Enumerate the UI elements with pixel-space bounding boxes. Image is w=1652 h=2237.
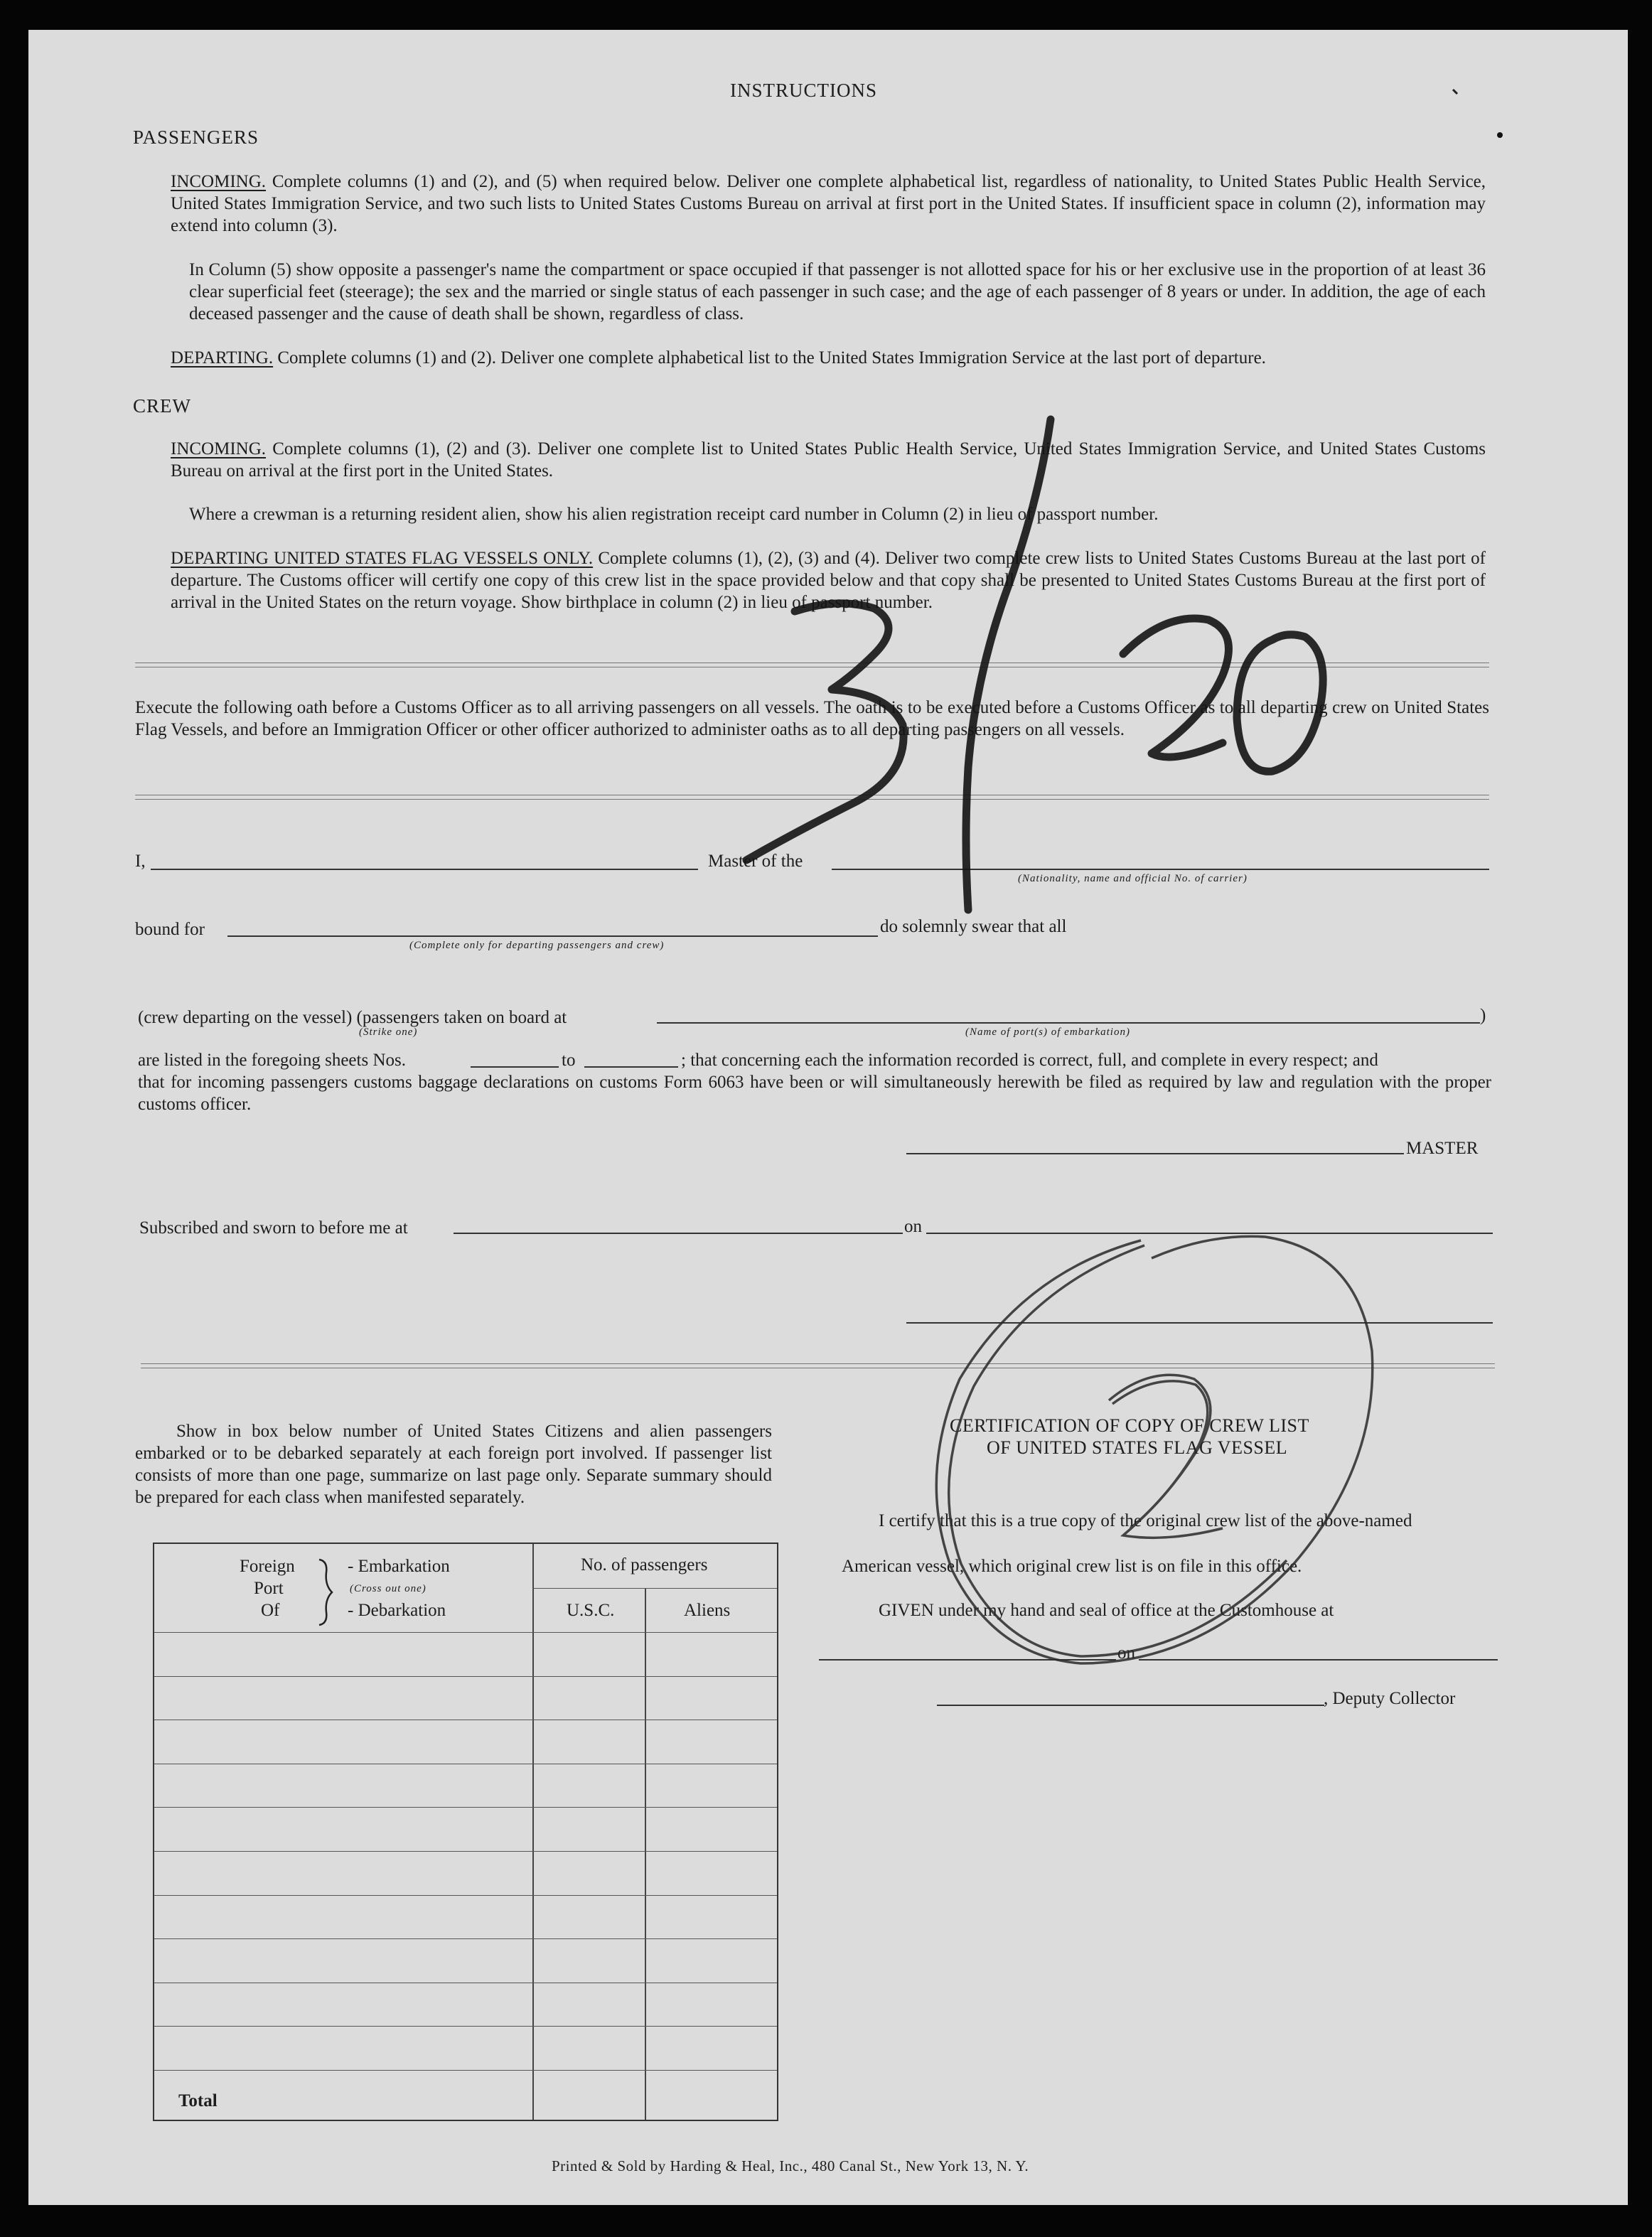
passengers-incoming-label: INCOMING. bbox=[171, 172, 267, 191]
listed-text-c: that for incoming passengers customs baggage declarations on customs Form 6063 have been or will simultaneously herewith be filed as required by law and regulation with the proper customs officer. bbox=[138, 1073, 1491, 1114]
cross-out-hint: (Cross out one) bbox=[350, 1583, 427, 1594]
oath-i-label: I, bbox=[135, 852, 146, 871]
col-port: Port bbox=[254, 1579, 284, 1598]
debarkation-label: - Debarkation bbox=[348, 1601, 446, 1620]
col-of: Of bbox=[261, 1601, 280, 1620]
close-paren: ) bbox=[1480, 1006, 1486, 1025]
table-row[interactable] bbox=[154, 1851, 777, 1852]
passenger-summary-table bbox=[153, 1543, 778, 2121]
table-row[interactable] bbox=[154, 1807, 777, 1808]
passengers-incoming-text: Complete columns (1) and (2), and (5) when required below. Deliver one complete alphabetical list, regardless of nationality, to United States Public Health Service, United States Immigration Service, and two such lists to United States Customs Bureau on arrival at first port in the United States. If insufficient space in column (2), information may extend into column (3). bbox=[171, 172, 1486, 235]
listed-text-a: are listed in the foregoing sheets Nos. bbox=[138, 1051, 406, 1070]
master-label: MASTER bbox=[1406, 1139, 1479, 1158]
usc-header: U.S.C. bbox=[567, 1601, 615, 1620]
table-row[interactable] bbox=[154, 1938, 777, 1939]
section-divider bbox=[135, 795, 1489, 800]
bound-for-line[interactable] bbox=[227, 935, 878, 937]
aliens-header: Aliens bbox=[684, 1601, 731, 1620]
sheet-from-line[interactable] bbox=[471, 1066, 559, 1068]
header-divider bbox=[532, 1588, 777, 1589]
passengers-departing-text: Complete columns (1) and (2). Deliver one complete alphabetical list to the United States Immigration Service at the last port of departure. bbox=[277, 348, 1266, 368]
certify-text: I certify that this is a true copy of the original crew list of the above-named bbox=[879, 1511, 1412, 1530]
deputy-signature-line[interactable] bbox=[937, 1705, 1324, 1706]
carrier-line[interactable] bbox=[832, 869, 1489, 870]
american-vessel-text: American vessel, which original crew list is on file in this office. bbox=[842, 1557, 1302, 1576]
customhouse-line[interactable] bbox=[819, 1659, 1116, 1661]
crew-incoming-label: INCOMING. bbox=[171, 439, 267, 458]
crew-heading: CREW bbox=[133, 395, 191, 417]
column-divider bbox=[645, 1588, 646, 2120]
crew-departing-option: (crew departing on the vessel) (passengers taken on board at bbox=[138, 1008, 567, 1027]
passengers-incoming-instruction bbox=[171, 171, 1486, 237]
passengers-heading: PASSENGERS bbox=[133, 127, 259, 148]
officer-signature-line[interactable] bbox=[906, 1322, 1493, 1324]
table-row[interactable] bbox=[154, 2070, 777, 2071]
bound-hint: (Complete only for departing passengers and crew) bbox=[409, 940, 665, 951]
master-signature-line[interactable] bbox=[906, 1153, 1404, 1154]
strike-one-hint: (Strike one) bbox=[359, 1026, 418, 1038]
no-passengers-header: No. of passengers bbox=[581, 1555, 708, 1575]
table-row[interactable] bbox=[154, 2026, 777, 2027]
ports-line[interactable] bbox=[657, 1022, 1480, 1024]
certification-title-1: CERTIFICATION OF COPY OF CREW LIST bbox=[950, 1415, 1309, 1436]
subscribed-label: Subscribed and sworn to before me at bbox=[139, 1218, 408, 1238]
table-row[interactable] bbox=[154, 1895, 777, 1896]
printer-footer: Printed & Sold by Harding & Heal, Inc., 480 Canal St., New York 13, N. Y. bbox=[552, 2157, 1029, 2174]
master-name-line[interactable] bbox=[151, 869, 698, 870]
subscribed-date-line[interactable] bbox=[926, 1233, 1493, 1234]
section-divider bbox=[141, 1363, 1495, 1368]
sheet-to-line[interactable] bbox=[584, 1066, 678, 1068]
passengers-column5-instruction: In Column (5) show opposite a passenger's name the compartment or space occupied if that passenger is not allotted space for his or her exclusive use in the proportion of at least 36 clear superficial feet (steerage); the sex and the married or single status of each passenger in such case; and the age of each passenger of 8 years or under. In addition, the age of each deceased passenger and the cause of death shall be shown, regardless of class. bbox=[189, 260, 1486, 323]
certification-date-line[interactable] bbox=[1139, 1659, 1498, 1661]
master-of-the-label: Master of the bbox=[708, 852, 803, 871]
column-divider bbox=[532, 1544, 534, 2120]
listed-to: to bbox=[562, 1051, 576, 1070]
ports-hint: (Name of port(s) of embarkation) bbox=[965, 1026, 1130, 1038]
page-title: INSTRUCTIONS bbox=[730, 80, 878, 101]
subscribed-on-label: on bbox=[904, 1217, 922, 1236]
table-row[interactable] bbox=[154, 1676, 777, 1677]
deputy-collector-label: , Deputy Collector bbox=[1324, 1689, 1456, 1708]
oath-intro: Execute the following oath before a Customs Officer as to all arriving passengers on all vessels. The oath is to be executed before a Customs Officer as to all departing crew on United States Flag Vessels, and before an Immigration Officer or other officer authorized to administer oaths as to all departing passengers on all vessels. bbox=[135, 698, 1489, 739]
section-divider bbox=[135, 662, 1489, 667]
certification-on-label: on bbox=[1117, 1643, 1135, 1663]
col-foreign: Foreign bbox=[240, 1557, 295, 1576]
nationality-hint: (Nationality, name and official No. of carrier) bbox=[1018, 873, 1248, 884]
crew-incoming-text: Complete columns (1), (2) and (3). Deliver one complete list to United States Public Health Service, United States Immigration Service, and United States Customs Bureau on arrival at the first port in the United States. bbox=[171, 439, 1486, 481]
total-label: Total bbox=[178, 2091, 218, 2110]
table-row[interactable] bbox=[154, 1632, 777, 1633]
passengers-departing-instruction bbox=[171, 347, 1486, 369]
listed-text-b: ; that concerning each the information recorded is correct, full, and complete in every respect; and bbox=[681, 1051, 1378, 1070]
embarkation-label: - Embarkation bbox=[348, 1557, 450, 1576]
crew-incoming-instruction bbox=[171, 438, 1486, 482]
crew-departing-instruction bbox=[171, 547, 1486, 613]
certification-title-2: OF UNITED STATES FLAG VESSEL bbox=[987, 1437, 1288, 1458]
crew-departing-label: DEPARTING UNITED STATES FLAG VESSELS ONLY. bbox=[171, 549, 594, 568]
summary-instruction: Show in box below number of United States Citizens and alien passengers embarked or to be debarked separately at each foreign port involved. If passenger list consists of more than one page, summarize on last page only. Separate summary should be prepared for each class when manifested separately. bbox=[135, 1422, 772, 1507]
passengers-departing-label: DEPARTING. bbox=[171, 348, 274, 368]
subscribed-place-line[interactable] bbox=[454, 1233, 903, 1234]
brace-icon bbox=[316, 1557, 335, 1628]
given-text: GIVEN under my hand and seal of office at the Customhouse at bbox=[879, 1601, 1334, 1620]
bound-for-label: bound for bbox=[135, 920, 205, 939]
crew-alien-instruction: Where a crewman is a returning resident alien, show his alien registration receipt card number in Column (2) in lieu of passport number. bbox=[189, 505, 1159, 524]
crew-departing-text: Complete columns (1), (2), (3) and (4). Deliver two complete crew lists to United States Customs Bureau at the last port of departure. The Customs officer will certify one copy of this crew list in the space provided below and that copy shall be presented to United States Customs Bureau at the first port of arrival in the United States on the return voyage. Show birthplace in column (2) in lieu of passport number. bbox=[171, 549, 1486, 612]
do-swear-text: do solemnly swear that all bbox=[880, 917, 1067, 936]
